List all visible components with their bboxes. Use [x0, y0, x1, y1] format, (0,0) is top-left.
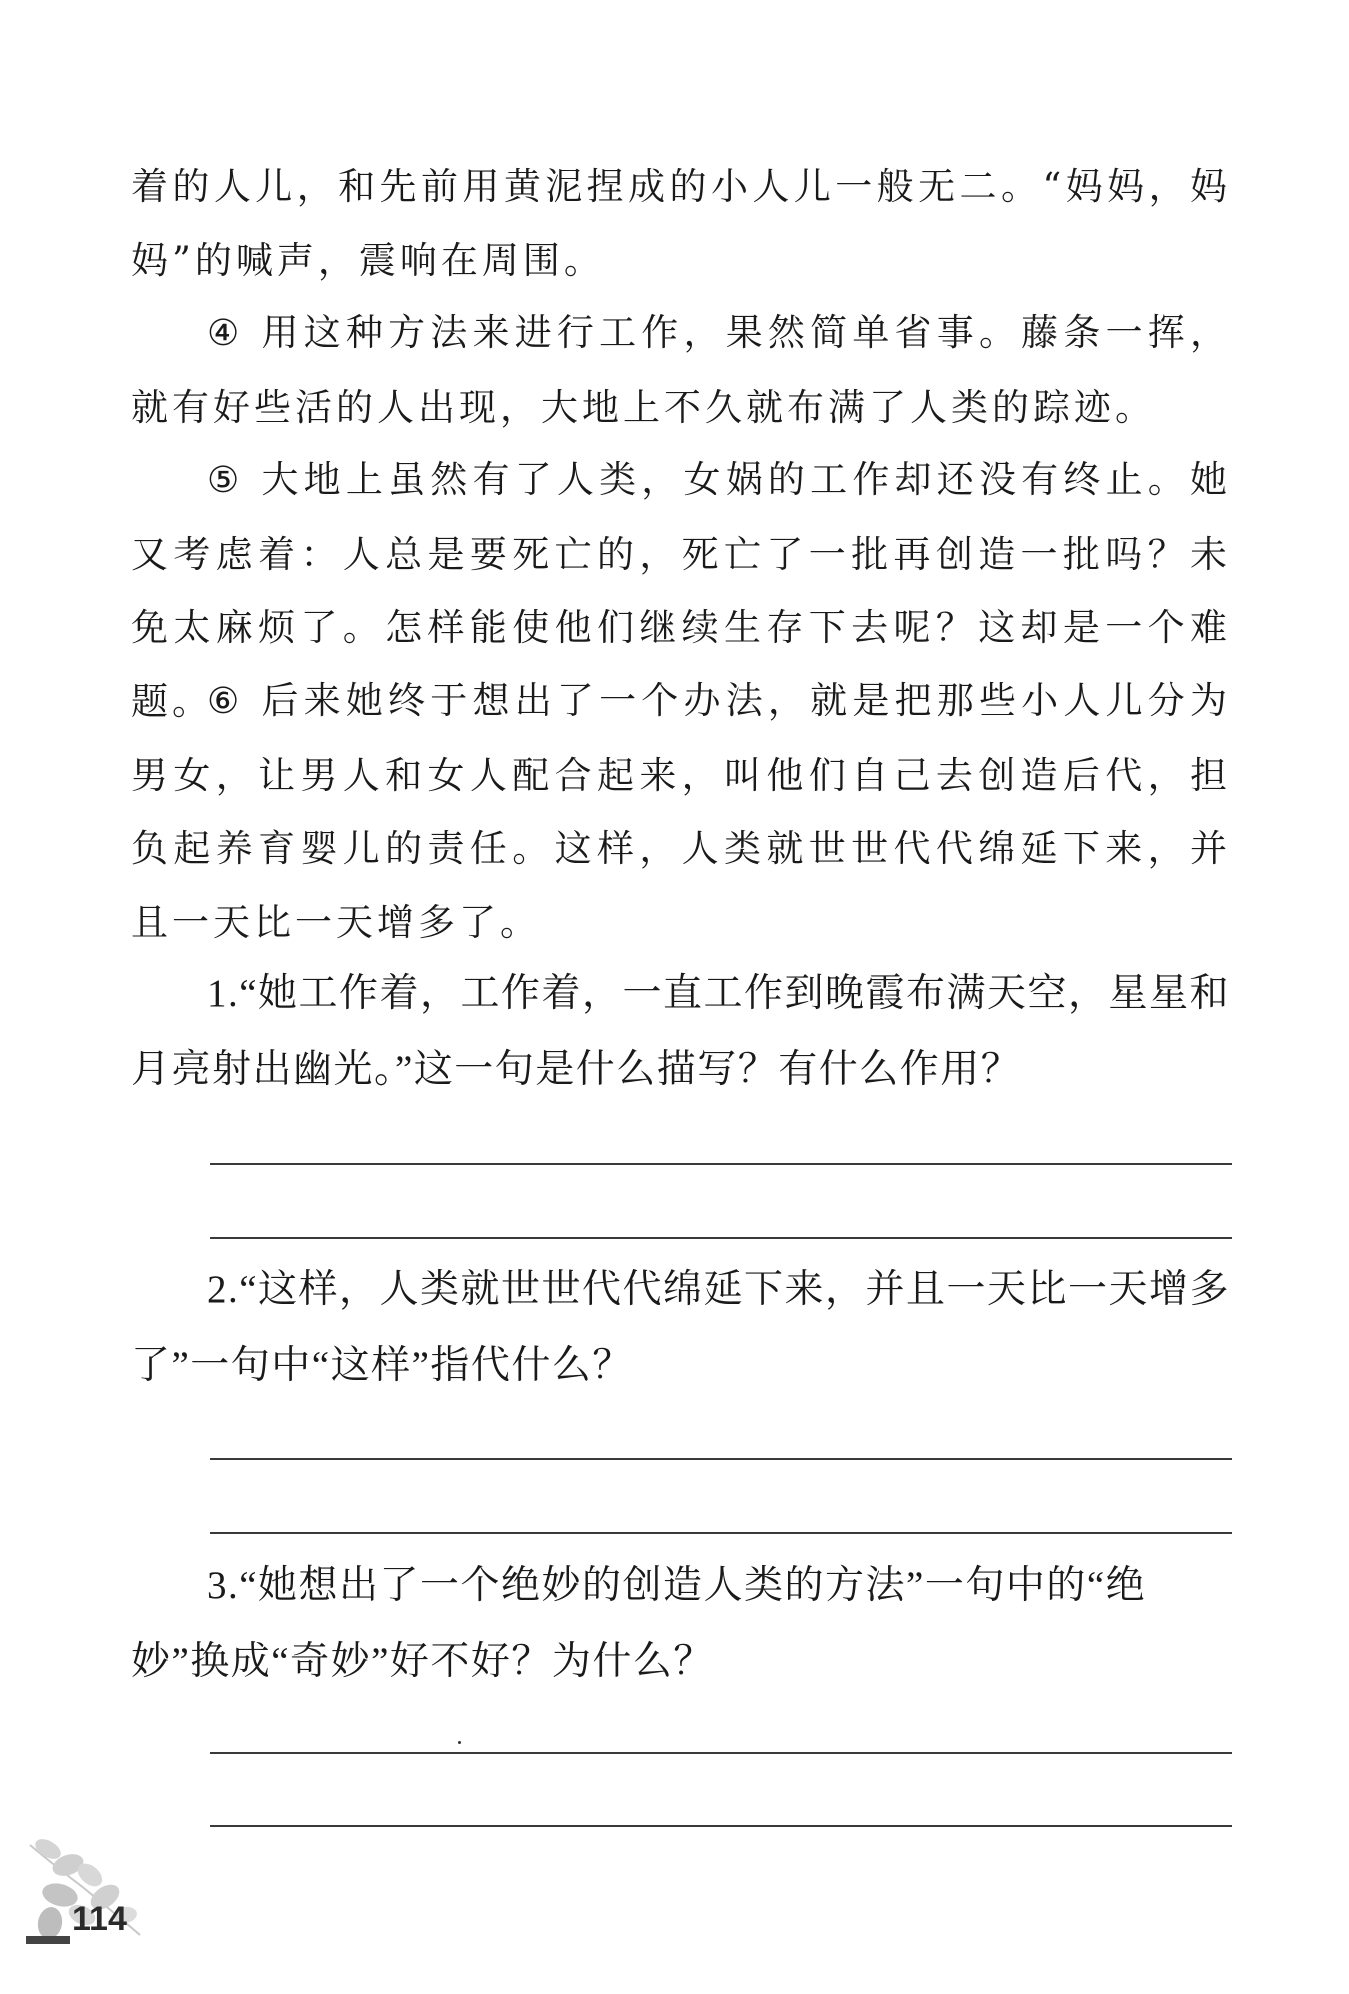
passage-paragraph-6: [131, 664, 1231, 959]
paragraph-number: ④: [207, 313, 245, 354]
paragraph-text: 着的人儿，和先前用黄泥捏成的小人儿一般无二。“妈妈，妈妈”的喊声，震响在周围。: [131, 165, 1231, 282]
answer-line[interactable]: [210, 1825, 1232, 1827]
answer-line[interactable]: [210, 1163, 1232, 1165]
stray-mark: [458, 1741, 461, 1744]
paragraph-number: ⑥: [207, 681, 245, 722]
question-text: 1.“她工作着，工作着，一直工作到晚霞布满天空，星星和月亮射出幽光。”这一句是什么描写？有什么作用？: [131, 972, 1231, 1091]
page-number: 114: [72, 1900, 127, 1938]
passage-paragraph-4: [131, 296, 1231, 444]
paragraph-text: 用这种方法来进行工作，果然简单省事。藤条一挥，就有好些活的人出现，大地上不久就布满了人类的踪迹。: [131, 311, 1231, 429]
answer-line[interactable]: [210, 1237, 1232, 1239]
paragraph-number: ⑤: [207, 460, 245, 501]
answer-line[interactable]: [210, 1532, 1232, 1534]
answer-line[interactable]: [210, 1458, 1232, 1460]
question-text: 3.“她想出了一个绝妙的创造人类的方法”一句中的“绝妙”换成“奇妙”好不好？为什么？: [131, 1564, 1147, 1683]
question-text: 2.“这样，人类就世世代代绵延下来，并且一天比一天增多了”一句中“这样”指代什么？: [131, 1268, 1231, 1387]
question-1: [131, 956, 1231, 1108]
answer-line[interactable]: [210, 1752, 1232, 1754]
question-3: [131, 1548, 1231, 1700]
paragraph-text: 大地上虽然有了人类，女娲的工作却还没有终止。她又考虑着：人总是要死亡的，死亡了一批再创造一批吗？未免太麻烦了。怎样能使他们继续生存下去呢？这却是一个难题。: [131, 458, 1231, 723]
paragraph-text: 后来她终于想出了一个办法，就是把那些小人儿分为男女，让男人和女人配合起来，叫他们自己去创造后代，担负起养育婴儿的责任。这样，人类就世世代代绵延下来，并且一天比一天增多了。: [131, 679, 1231, 944]
question-2: [131, 1252, 1231, 1404]
page-number-bar: [26, 1936, 70, 1944]
passage-paragraph-continued: [131, 150, 1231, 297]
